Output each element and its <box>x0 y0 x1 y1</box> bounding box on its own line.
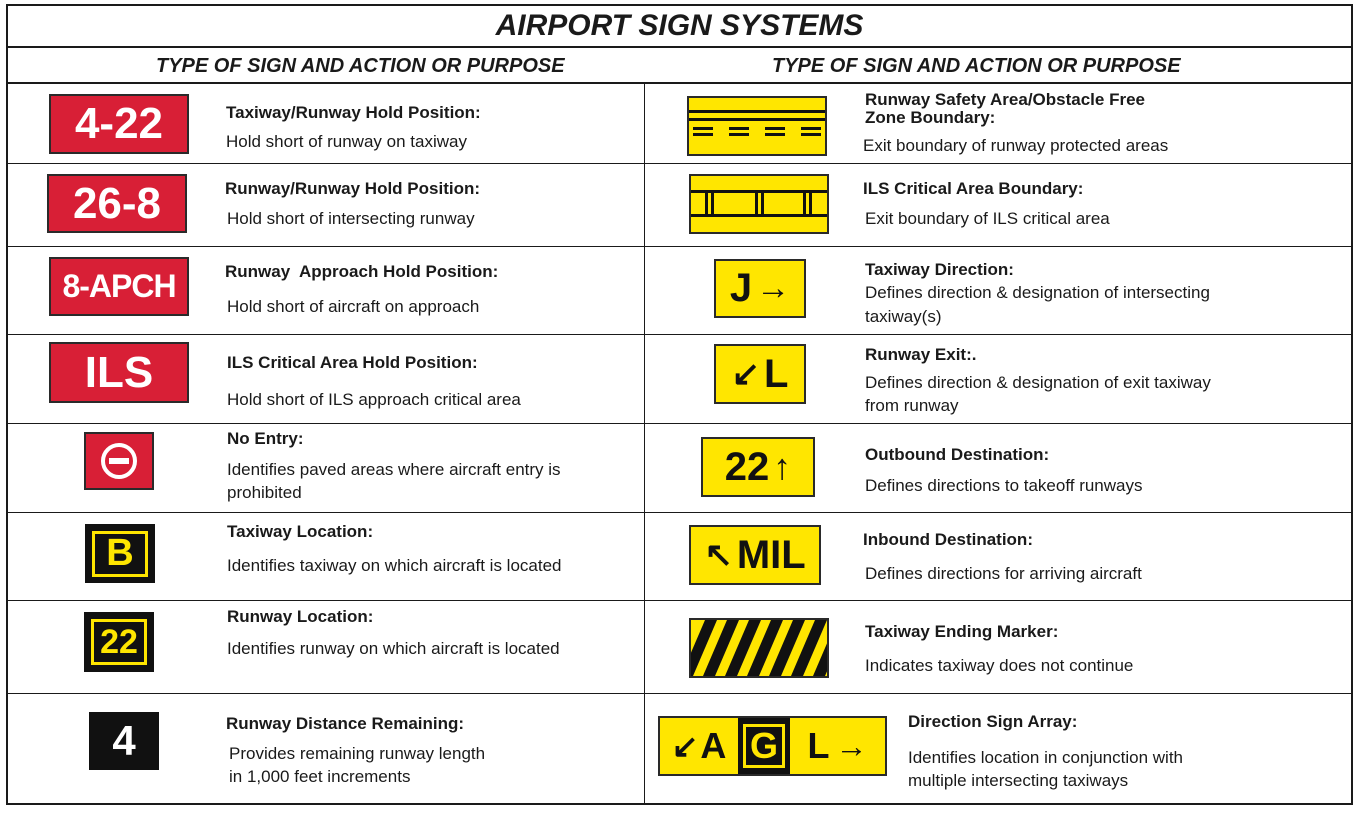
taxiway-direction-sign-letter: J <box>729 266 753 310</box>
array-panel-l-letter: L <box>807 725 830 766</box>
sign-chart <box>6 4 1353 805</box>
safety-area-boundary-sign <box>687 96 827 156</box>
right-column-heading: TYPE OF SIGN AND ACTION OR PURPOSE <box>772 55 1181 77</box>
runway-exit-sign-letter: L <box>764 351 789 396</box>
row-divider <box>8 334 1351 335</box>
no-entry-desc: Identifies paved areas where aircraft entry is prohibited <box>227 460 561 502</box>
runway-approach-hold-sign: 8-APCH <box>49 257 189 316</box>
distance-remaining-label: Runway Distance Remaining: <box>226 714 465 733</box>
down-left-arrow-icon: ↙ <box>731 355 761 393</box>
direction-sign-array-desc-2: multiple intersecting taxiways <box>908 771 1129 790</box>
distance-remaining-sign: 4 <box>89 712 159 770</box>
ils-boundary-icon <box>691 176 827 232</box>
distance-remaining-desc-2: in 1,000 feet increments <box>229 767 411 786</box>
inbound-destination-sign-text: MIL <box>736 532 806 577</box>
runway-exit-desc-2: from runway <box>865 396 959 415</box>
left-column-heading: TYPE OF SIGN AND ACTION OR PURPOSE <box>156 55 565 77</box>
taxiway-ending-label: Taxiway Ending Marker: <box>865 622 1059 641</box>
inbound-destination-desc: Defines directions for arriving aircraft <box>865 564 1142 583</box>
runway-exit-desc-1: Defines direction & designation of exit taxiway <box>865 373 1211 392</box>
taxiway-direction-label: Taxiway Direction: <box>865 260 1014 279</box>
direction-sign-array <box>658 716 887 776</box>
direction-sign-array-label: Direction Sign Array: <box>908 712 1078 731</box>
runway-location-sign-text: 22 <box>91 619 147 665</box>
taxiway-runway-hold-sign: 4-22 <box>49 94 189 154</box>
row-divider <box>8 600 1351 601</box>
no-entry-icon <box>99 441 139 481</box>
no-entry-sign <box>84 432 154 490</box>
taxiway-location-sign-text: B <box>92 531 148 577</box>
taxiway-location-label: Taxiway Location: <box>227 522 374 541</box>
row-divider <box>8 512 1351 513</box>
taxiway-direction-desc-2: taxiway(s) <box>865 307 942 326</box>
row-divider <box>8 693 1351 694</box>
distance-remaining-desc-1: Provides remaining runway length <box>229 744 486 763</box>
heading-divider <box>8 82 1351 84</box>
outbound-destination-sign <box>701 437 815 497</box>
safety-area-boundary-icon <box>689 98 825 154</box>
ils-hold-desc: Hold short of ILS approach critical area <box>227 390 521 409</box>
runway-location-label: Runway Location: <box>227 607 374 626</box>
right-arrow-icon: → <box>756 269 791 307</box>
up-arrow-icon: ↑ <box>773 446 792 487</box>
right-arrow-icon: → <box>835 727 868 764</box>
taxiway-runway-hold-desc: Hold short of runway on taxiway <box>226 132 467 151</box>
direction-sign-array-desc-1: Identifies location in conjunction with <box>908 748 1183 767</box>
taxiway-location-sign <box>85 524 155 583</box>
safety-area-desc: Exit boundary of runway protected areas <box>863 136 1169 155</box>
runway-exit-label: Runway Exit:. <box>865 345 977 364</box>
outbound-destination-desc: Defines directions to takeoff runways <box>865 476 1143 495</box>
outbound-destination-sign-text: 22 <box>724 444 770 489</box>
safety-area-label-2: Zone Boundary: <box>865 108 996 127</box>
array-panel-a <box>660 718 738 774</box>
array-panel-a-letter: A <box>700 725 727 766</box>
taxiway-ending-desc: Indicates taxiway does not continue <box>865 656 1134 675</box>
ils-boundary-sign <box>689 174 829 234</box>
up-left-arrow-icon: ↖ <box>704 536 733 574</box>
row-divider <box>8 423 1351 424</box>
outbound-destination-label: Outbound Destination: <box>865 445 1050 464</box>
ils-hold-label: ILS Critical Area Hold Position: <box>227 353 478 372</box>
down-left-arrow-icon: ↙ <box>671 728 699 764</box>
runway-approach-hold-desc: Hold short of aircraft on approach <box>227 297 480 316</box>
runway-location-desc: Identifies runway on which aircraft is located <box>227 639 560 658</box>
taxiway-direction-desc-1: Defines direction & designation of intersecting <box>865 283 1210 302</box>
safety-area-label-1: Runway Safety Area/Obstacle Free <box>865 90 1145 109</box>
runway-runway-hold-label: Runway/Runway Hold Position: <box>225 179 481 198</box>
runway-runway-hold-sign: 26-8 <box>47 174 187 233</box>
ils-boundary-label: ILS Critical Area Boundary: <box>863 179 1084 198</box>
taxiway-direction-sign <box>714 259 806 318</box>
runway-location-sign <box>84 612 154 672</box>
array-panel-g-letter: G <box>743 724 785 768</box>
column-divider <box>644 84 645 805</box>
ils-boundary-desc: Exit boundary of ILS critical area <box>865 209 1110 228</box>
inbound-destination-sign <box>689 525 821 585</box>
chart-title: AIRPORT SIGN SYSTEMS <box>8 6 1351 48</box>
row-divider <box>8 163 1351 164</box>
row-divider <box>8 246 1351 247</box>
ils-hold-sign: ILS <box>49 342 189 403</box>
no-entry-label: No Entry: <box>227 429 304 448</box>
runway-runway-hold-desc: Hold short of intersecting runway <box>227 209 475 228</box>
runway-approach-hold-label: Runway Approach Hold Position: <box>225 262 499 281</box>
taxiway-ending-marker-sign <box>689 618 829 678</box>
taxiway-location-desc: Identifies taxiway on which aircraft is located <box>227 556 562 575</box>
array-panel-l <box>790 718 885 774</box>
runway-exit-sign <box>714 344 806 404</box>
inbound-destination-label: Inbound Destination: <box>863 530 1033 549</box>
taxiway-ending-stripes-icon <box>691 620 827 676</box>
array-panel-g <box>738 718 790 774</box>
taxiway-runway-hold-label: Taxiway/Runway Hold Position: <box>226 103 481 122</box>
